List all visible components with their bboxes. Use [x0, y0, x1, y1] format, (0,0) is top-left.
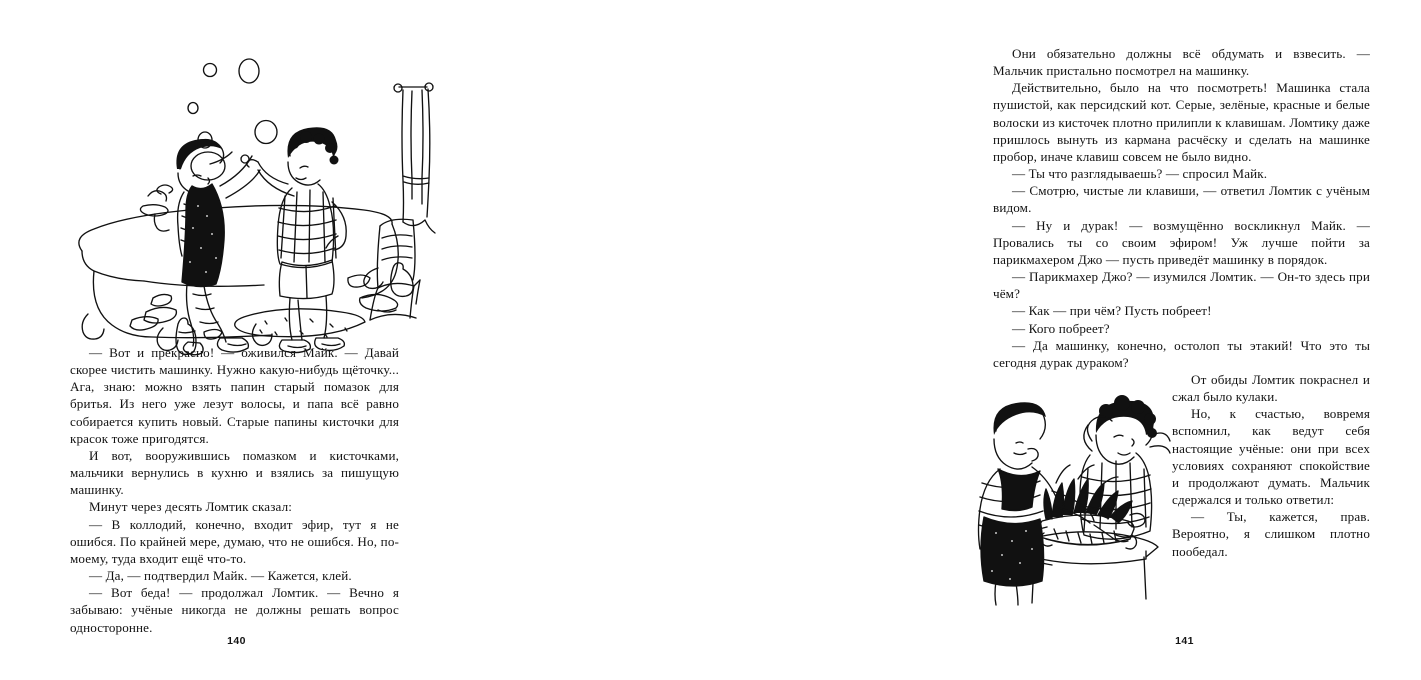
paragraph: — Да, — подтвердил Майк. — Кажется, клей.	[88, 568, 352, 584]
paragraph: — Ты, кажется, прав. Вероятно, я слишком плотно пообедал.	[1172, 509, 1370, 559]
towel-rack	[394, 83, 435, 233]
paragraph: — Вот беда! — продолжал Ломтик. — Вечно я забываю: учёные никогда не должны решать вопрос односторонне.	[70, 585, 399, 635]
bubble-on-pipe	[191, 152, 225, 180]
left-page-text	[70, 344, 399, 636]
paragraph: И вот, вооружившись помазком и кисточками, мальчики вернулись в кухню и взялись за пишущую машинку.	[70, 447, 399, 498]
paragraph: — Да машинку, конечно, остолоп ты этакий! Что это ты сегодня дурак дураком?	[993, 337, 1370, 370]
paragraph: — Ты что разглядываешь? — спросил Майк.	[1011, 166, 1268, 182]
page-number-right: 141	[1175, 635, 1194, 647]
paragraph: — Как — при чём? Пусть побреет!	[1011, 303, 1212, 319]
paragraph: — Парикмахер Джо? — изумился Ломтик. — Он-то здесь при чём?	[993, 269, 1370, 302]
paragraph: От обиды Ломтик покраснел и сжал было кулаки.	[1172, 371, 1370, 405]
bathroom-bubbles-illustration	[60, 36, 432, 338]
paragraph: — Ну и дурак! — возмущённо воскликнул Майк. — Провались ты со своим эфиром! Уж лучше пойти за парикмахером Джо — пусть приведёт машинку в порядок.	[993, 217, 1370, 267]
bubble	[188, 103, 198, 114]
bubble	[239, 59, 259, 83]
bottle-right	[364, 263, 413, 297]
paragraph: Но, к счастью, вовремя вспомнил, как ведут себя настоящие учёные: они при всех условиях сохраняют спокойствие и продолжают думать. Мальчик сдержался и только ответил:	[1172, 406, 1370, 508]
paragraph: Они обязательно должны всё обдумать и взвесить. — Мальчик пристально посмотрел на машинку.	[993, 46, 1370, 79]
paragraph: — Кого побреет?	[1011, 320, 1110, 336]
faucet	[140, 185, 172, 231]
bubble	[255, 121, 277, 144]
boy-in-plaid-shirt	[241, 127, 346, 352]
scattered-objects	[130, 263, 413, 355]
boy-in-overalls	[176, 139, 260, 355]
page-number-left: 140	[227, 635, 246, 647]
paragraph: — В коллодий, конечно, входит эфир, тут я не ошибся. По крайней мере, думаю, что не ошибся. Но, по-моему, туда входит ещё что-то.	[70, 516, 399, 566]
illustration-wrap-spacer	[993, 371, 1172, 589]
left-page	[0, 0, 473, 680]
bubble	[204, 64, 217, 77]
paragraph: — Вот и прекрасно! — оживился Майк. — Давай скорее чистить машинку. Нужно какую-нибудь щёточку... Ага, знаю: можно взять папин старый помазок для бритья. Из него уже лезут волосы, и папа всё равно собирается купить новый. Старые папины кисточки для красок тоже пригодятся.	[70, 345, 399, 446]
right-page-text	[993, 45, 1370, 589]
paragraph: — Смотрю, чистые ли клавиши, — ответил Ломтик с учёным видом.	[993, 183, 1370, 216]
right-page	[474, 0, 1370, 680]
paragraph: Действительно, было на что посмотреть! Машинка стала пушистой, как персидский кот. Серые, зелёные, красные и белые волоски из кисточек плотно прилипли к клавишам. Ломтику даже пришлось вынуть из кармана расчёску и сделать на машинке пробор, иначе клавиш совсем не было видно.	[993, 80, 1370, 164]
paragraph: Минут через десять Ломтик сказал:	[88, 499, 293, 515]
